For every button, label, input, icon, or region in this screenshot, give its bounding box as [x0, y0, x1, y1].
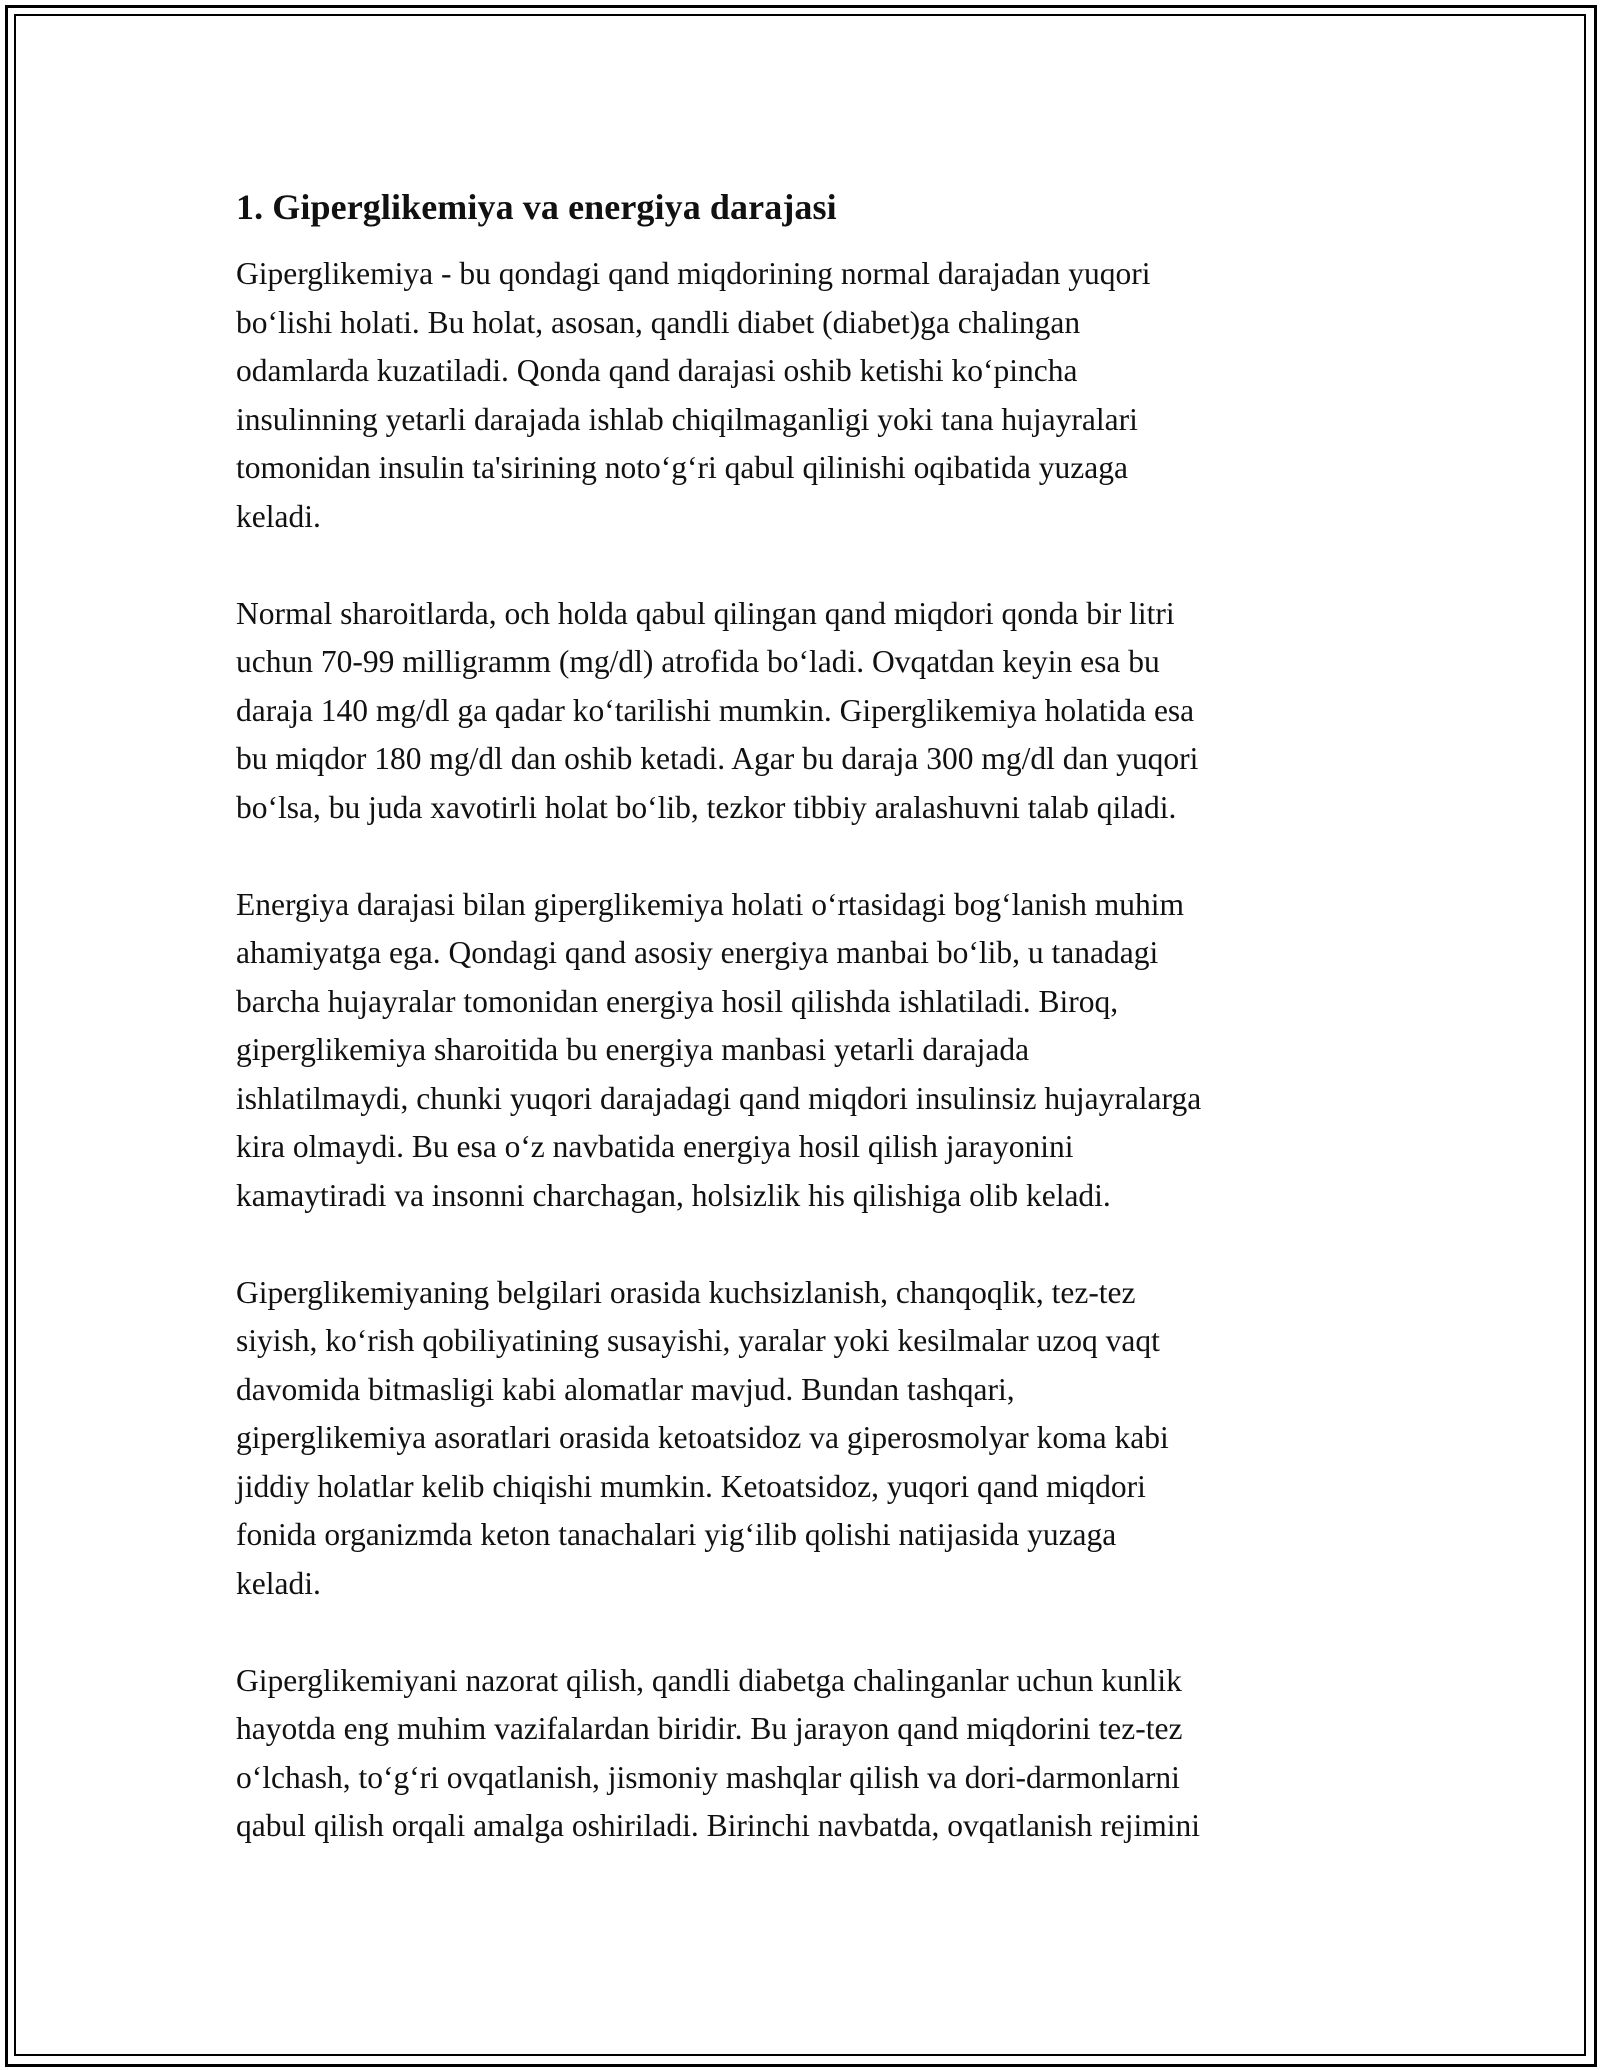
text-line: ishlatilmaydi, chunki yuqori darajadagi qand miqdori insulinsiz hujayralarga: [236, 1080, 1202, 1116]
paragraph-4: [236, 1269, 1386, 1609]
text-line: qabul qilish orqali amalga oshiriladi. Birinchi navbatda, ovqatlanish rejimini: [236, 1808, 1201, 1843]
text-line: insulinning yetarli darajada ishlab chiqilmaganligi yoki tana hujayralari: [236, 401, 1138, 437]
text-line: barcha hujayralar tomonidan energiya hosil qilishda ishlatiladi. Biroq,: [236, 983, 1119, 1019]
text-line: davomida bitmasligi kabi alomatlar mavjud. Bundan tashqari,: [236, 1371, 1015, 1407]
text-line: o‘lchash, to‘g‘ri ovqatlanish, jismoniy mashqlar qilish va dori-darmonlarni: [236, 1759, 1180, 1795]
text-line: keladi.: [236, 498, 321, 534]
text-line: bu miqdor 180 mg/dl dan oshib ketadi. Agar bu daraja 300 mg/dl dan yuqori: [236, 741, 1199, 776]
text-line: jiddiy holatlar kelib chiqishi mumkin. Ketoatsidoz, yuqori qand miqdori: [236, 1468, 1146, 1504]
text-line: bo‘lishi holati. Bu holat, asosan, qandli diabet (diabet)ga chalingan: [236, 304, 1081, 340]
paragraph-3: [236, 881, 1386, 1221]
text-line: daraja 140 mg/dl ga qadar ko‘tarilishi mumkin. Giperglikemiya holatida esa: [236, 692, 1195, 728]
text-line: uchun 70-99 milligramm (mg/dl) atrofida bo‘ladi. Ovqatdan keyin esa bu: [236, 644, 1160, 679]
text-line: kamaytiradi va insonni charchagan, holsizlik his qilishiga olib keladi.: [236, 1177, 1111, 1213]
text-line: fonida organizmda keton tanachalari yig‘ilib qolishi natijasida yuzaga: [236, 1517, 1117, 1552]
text-line: odamlarda kuzatiladi. Qonda qand darajasi oshib ketishi ko‘pincha: [236, 353, 1078, 388]
text-line: Giperglikemiya - bu qondagi qand miqdorining normal darajadan yuqori: [236, 256, 1151, 291]
document-body: [236, 184, 1386, 1899]
paragraph-1: [236, 250, 1386, 541]
text-line: giperglikemiya asoratlari orasida ketoatsidoz va giperosmolyar koma kabi: [236, 1420, 1169, 1455]
text-line: siyish, ko‘rish qobiliyatining susayishi, yaralar yoki kesilmalar uzoq vaqt: [236, 1323, 1160, 1358]
text-line: ahamiyatga ega. Qondagi qand asosiy energiya manbai bo‘lib, u tanadagi: [236, 935, 1159, 970]
text-line: Normal sharoitlarda, och holda qabul qilingan qand miqdori qonda bir litri: [236, 595, 1175, 631]
text-line: tomonidan insulin ta'sirining noto‘g‘ri qabul qilinishi oqibatida yuzaga: [236, 450, 1128, 485]
text-line: Giperglikemiyani nazorat qilish, qandli diabetga chalinganlar uchun kunlik: [236, 1662, 1182, 1698]
text-line: Giperglikemiyaning belgilari orasida kuchsizlanish, chanqoqlik, tez-tez: [236, 1274, 1136, 1310]
text-line: Energiya darajasi bilan giperglikemiya holati o‘rtasidagi bog‘lanish muhim: [236, 886, 1184, 922]
section-heading: 1. Giperglikemiya va energiya darajasi: [236, 187, 837, 227]
text-line: giperglikemiya sharoitida bu energiya manbasi yetarli darajada: [236, 1032, 1030, 1067]
paragraph-2: [236, 590, 1386, 833]
text-line: hayotda eng muhim vazifalardan biridir. Bu jarayon qand miqdorini tez-tez: [236, 1711, 1183, 1746]
text-line: keladi.: [236, 1565, 321, 1601]
paragraph-5: [236, 1657, 1386, 1851]
text-line: kira olmaydi. Bu esa o‘z navbatida energiya hosil qilish jarayonini: [236, 1129, 1074, 1164]
text-line: bo‘lsa, bu juda xavotirli holat bo‘lib, tezkor tibbiy aralashuvni talab qiladi.: [236, 789, 1177, 825]
